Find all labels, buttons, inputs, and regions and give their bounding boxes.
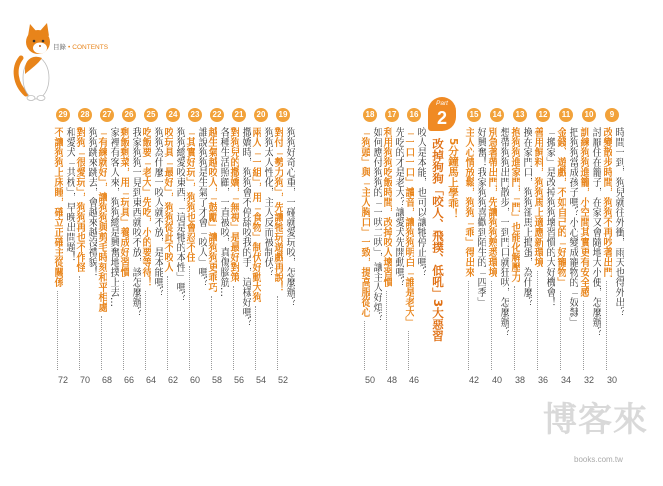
toc-entry xyxy=(51,127,75,371)
entry-question: 咬人是本能，也可以讓牠停止嗎？ xyxy=(415,127,426,277)
entry-title xyxy=(531,127,543,371)
dotted-leader xyxy=(211,296,212,370)
entry-title xyxy=(51,127,63,371)
entry-title-text: 「其實好玩」，狗狗也會忍不住 xyxy=(184,127,195,262)
toc-entry xyxy=(577,127,601,371)
entry-title-text: 利用狗狗吃飯時間，改掉咬人壞習慣 xyxy=(381,127,392,287)
dotted-leader xyxy=(560,291,561,370)
entry-question: 時間一到，狗兒就往外衝，雨天也得外出？ xyxy=(613,127,624,317)
entry-title-text: 抱狗狗進家門，「門」也能化解壓力 xyxy=(509,127,520,282)
toc-entry xyxy=(358,127,382,371)
entry-page-number: 60 xyxy=(189,375,200,385)
cat-paw-left xyxy=(27,96,35,101)
toc-entry xyxy=(227,127,251,371)
entry-question: 和愛犬「共枕」，早晚出問題！ xyxy=(64,127,75,262)
dotted-leader xyxy=(386,291,387,370)
cat-eye-right xyxy=(42,40,45,43)
entry-title-text: 訓練狗狗進籠，小空間其實更有安全感 xyxy=(578,127,589,297)
entry-number-badge: 29 xyxy=(56,108,70,122)
entry-number-badge: 13 xyxy=(513,108,527,122)
cat-illustration xyxy=(12,12,56,104)
dotted-leader xyxy=(537,271,538,370)
cat-nose xyxy=(39,45,41,47)
entry-number-badge: 22 xyxy=(210,108,224,122)
entry-title-text: 越生氣越咬人，「鼓勵」讓狗狗更乖巧 xyxy=(206,127,217,292)
entry-title xyxy=(577,127,589,371)
entry-page-number: 46 xyxy=(408,375,419,385)
dotted-leader xyxy=(233,286,234,370)
toc-entry xyxy=(380,127,404,371)
dotted-leader xyxy=(491,281,492,370)
dotted-leader xyxy=(408,331,409,370)
entry-question: 狗狗太人性化，主人反而被制伏？ xyxy=(262,127,273,277)
entry-number-badge: 15 xyxy=(467,108,481,122)
entry-title-text: 吃飯要「老大」先吃，小的要等待！ xyxy=(140,127,151,287)
entry-question: 狗狗總愛咬東西，「這是牠的本性」嗎？ xyxy=(174,127,185,302)
entry-question: 撒嬌時，狗狗會不停舔咬我的手，這樣好嗎？ xyxy=(240,127,251,327)
entry-page-number: 72 xyxy=(57,375,68,385)
entry-page-number: 42 xyxy=(468,375,479,385)
dotted-leader xyxy=(79,276,80,370)
contents-header xyxy=(53,42,108,51)
entry-question: 誰說狗狗是生氣了才會「咬人」嗎？ xyxy=(196,127,207,287)
toc-entry xyxy=(183,127,207,371)
toc-entry xyxy=(271,127,295,371)
entry-number-badge: 28 xyxy=(78,108,92,122)
entry-title-text: 別急著帶出門，先讓狗狗熟悉環境 xyxy=(486,127,497,277)
entry-number-badge: 24 xyxy=(166,108,180,122)
entry-number-badge: 10 xyxy=(582,108,596,122)
entry-page-number: 38 xyxy=(514,375,525,385)
dotted-leader xyxy=(57,291,58,370)
cat-muzzle xyxy=(33,43,47,54)
entry-page-number: 48 xyxy=(386,375,397,385)
dotted-leader xyxy=(606,281,607,370)
entry-page-number: 68 xyxy=(101,375,112,385)
entry-title-text: 不讓狗狗上床睡，確立正確主從關係 xyxy=(52,127,63,287)
entry-title-text: 「有練就好」，讓狗狗與剪毛時刻和平相處 xyxy=(96,127,107,312)
entry-title-text: 「狗頭」與「主人胸口」一致，提高服從心 xyxy=(359,127,370,317)
entry-page-number: 70 xyxy=(79,375,90,385)
entry-question: 好興奮！我家狗狗喜歡到陌生的「四季」 xyxy=(475,127,486,307)
entry-page-number: 30 xyxy=(606,375,617,385)
toc-entry xyxy=(139,127,163,371)
toc-entry xyxy=(95,127,119,371)
entry-page-number: 56 xyxy=(233,375,244,385)
cat-paw-right xyxy=(37,96,45,101)
dotted-leader xyxy=(277,296,278,370)
header-separator: • xyxy=(68,44,71,51)
dotted-leader xyxy=(189,266,190,370)
entry-number-badge: 16 xyxy=(407,108,421,122)
toc-entry xyxy=(554,127,578,371)
entry-title-text: 對狗兒的撒嬌，「無視」是最好對策 xyxy=(228,127,239,282)
entry-page-number: 50 xyxy=(364,375,375,385)
dotted-leader xyxy=(101,316,102,370)
entry-page-number: 34 xyxy=(560,375,571,385)
entry-question: 家裡有客人來，狗狗總是興奮地撲上去… xyxy=(108,127,119,307)
entry-number-badge: 11 xyxy=(559,108,573,122)
entry-number-badge: 21 xyxy=(232,108,246,122)
entry-question: 想帶狗狗出門散步，一到門口就狂吠，怎麼辦？ xyxy=(498,127,509,337)
entry-question: 我家狗狗一見到東西就咬不放，該怎麼辦？ xyxy=(130,127,141,317)
part-title-block xyxy=(428,138,460,374)
entry-number-badge: 18 xyxy=(363,108,377,122)
entry-title-text: 改變散步時間，狗狗不再吵著出門 xyxy=(601,127,612,277)
entry-question: 換在家門口，狗狗卻馬上搗蛋，為什麼？ xyxy=(521,127,532,307)
entry-number-badge: 23 xyxy=(188,108,202,122)
dotted-leader xyxy=(255,306,256,370)
entry-title xyxy=(358,127,370,371)
watermark-logo: 博客來 xyxy=(543,400,648,440)
toc-entry xyxy=(117,127,141,371)
entry-question: 把狗狗當成孩子嗎？小心變成寵物的「奴隸」 xyxy=(567,127,578,327)
entry-number-badge: 27 xyxy=(100,108,114,122)
dotted-leader xyxy=(145,291,146,370)
entry-question: 討厭住在籠子，在家又會隨地大小便，怎麼辦？ xyxy=(590,127,601,337)
entry-title-text: 咬玩具「最好」，狗狗從此不咬人 xyxy=(162,127,173,272)
toc-entry xyxy=(205,127,229,371)
entry-number-badge: 17 xyxy=(385,108,399,122)
part-title: 改掉狗狗「咬人、飛撲、低吼」3大惡習 xyxy=(431,138,445,342)
toc-entry xyxy=(402,127,426,371)
part-subtitle: 5分鐘馬上學乖！ xyxy=(447,138,459,219)
entry-question: 先吃的才是老大？讓愛犬先開動嗎？ xyxy=(393,127,404,287)
dotted-leader xyxy=(364,321,365,370)
entry-title-text: 主人心情放鬆，狗狗「乖」得出來 xyxy=(463,127,474,277)
watermark-url: books.com.tw xyxy=(574,455,623,464)
entry-number-badge: 25 xyxy=(144,108,158,122)
entry-question: 各種生活照顧，一直被咬，真傷腦筋… xyxy=(218,127,229,297)
entry-number-badge: 12 xyxy=(536,108,550,122)
entry-page-number: 58 xyxy=(211,375,222,385)
entry-page-number: 32 xyxy=(583,375,594,385)
entry-page-number: 64 xyxy=(145,375,156,385)
entry-number-badge: 26 xyxy=(122,108,136,122)
toc-entry xyxy=(161,127,185,371)
entry-title-text: 善用飼料，狗狗馬上適應新環境 xyxy=(532,127,543,267)
entry-title-text: 「一口一口」讀音，讓狗狗明白「誰是老大」 xyxy=(403,127,414,327)
entry-page-number: 62 xyxy=(167,375,178,385)
entry-title-text: 兩人「一組」，用「食物」制伏好動大狗 xyxy=(250,127,261,302)
entry-title xyxy=(462,127,474,371)
entry-page-number: 36 xyxy=(537,375,548,385)
entry-title xyxy=(508,127,520,371)
dotted-leader xyxy=(123,281,124,370)
entry-title xyxy=(485,127,497,371)
part-number: 2 xyxy=(436,108,447,128)
cat-eye-left xyxy=(33,40,36,43)
toc-entry xyxy=(485,127,509,371)
part-label: Part xyxy=(436,100,448,107)
toc-entry xyxy=(73,127,97,371)
part-badge xyxy=(428,97,456,131)
entry-number-badge: 9 xyxy=(605,108,619,122)
dotted-leader xyxy=(583,301,584,370)
entry-number-badge: 20 xyxy=(254,108,268,122)
toc-entry xyxy=(531,127,555,371)
entry-question: 如何應付狗狗的「一吠二吠」，讓主人好煩？ xyxy=(371,127,382,322)
entry-page-number: 66 xyxy=(123,375,134,385)
entry-title xyxy=(554,127,566,371)
toc-entry xyxy=(462,127,486,371)
dotted-leader xyxy=(514,286,515,370)
toc-entry xyxy=(600,127,624,371)
dotted-leader xyxy=(167,276,168,370)
entry-title-text: 金錢、遊戲，不如自己的「好寵物」 xyxy=(555,127,566,287)
entry-question: 狗狗好奇心重，一碰就愛玩咬，怎麼辦？ xyxy=(284,127,295,307)
entry-question: 狗狗為什麼一咬人就不放，是本能嗎？ xyxy=(152,127,163,297)
entry-title-text: 對付「勢力狗」，先讓牠玩遊戲再說！ xyxy=(272,127,283,292)
contents-title-cn: 目錄 xyxy=(53,44,66,51)
contents-title-en: CONTENTS xyxy=(72,44,109,51)
entry-question: 「搬家」是改掉狗狗壞習慣的大好機會！ xyxy=(544,127,555,307)
toc-entry xyxy=(249,127,273,371)
entry-number-badge: 19 xyxy=(276,108,290,122)
entry-number-badge: 14 xyxy=(490,108,504,122)
entry-page-number: 54 xyxy=(255,375,266,385)
toc-entry xyxy=(508,127,532,371)
entry-page-number: 40 xyxy=(491,375,502,385)
entry-page-number: 52 xyxy=(277,375,288,385)
dotted-leader xyxy=(468,281,469,370)
entry-title-text: 剩飯剩菜，用「玩具」養成好習慣 xyxy=(118,127,129,277)
entry-question: 狗狗跳來跳去，會越來越沒禮貌！ xyxy=(86,127,97,277)
entry-title-text: 對狗「很愛玩」，狗狗再也不作怪 xyxy=(74,127,85,272)
entry-title xyxy=(600,127,612,371)
